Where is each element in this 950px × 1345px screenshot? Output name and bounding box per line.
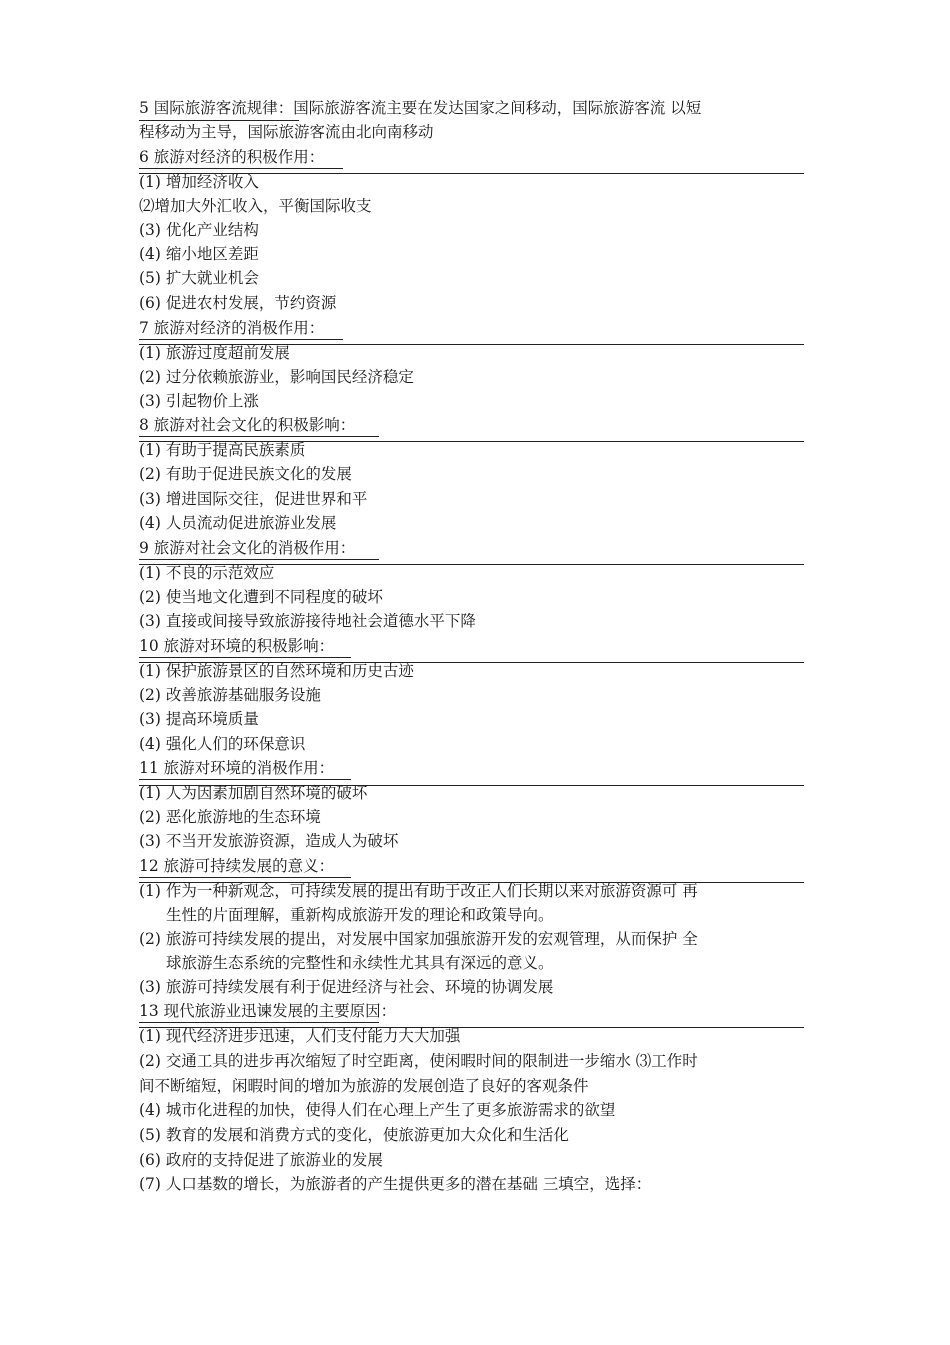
heading-8: 8 旅游对社会文化的积极影响： — [139, 416, 356, 434]
list-item: (1) 作为一种新观念，可持续发展的提出有助于改正人们长期以来对旅游资源可 再 — [139, 882, 698, 900]
heading-6-underline — [139, 168, 343, 169]
list-item: (1) 有助于提高民族素质 — [139, 441, 306, 459]
heading-13-underline — [139, 1022, 379, 1023]
list-item: (2) 交通工具的进步再次缩短了时空距离，使闲暇时间的限制进一步缩水 ⑶工作时 — [139, 1052, 698, 1070]
text-line-5-rule-cont: 程移动为主导，国际旅游客流由北向南移动 — [139, 123, 434, 141]
list-item: (4) 人员流动促进旅游业发展 — [139, 514, 337, 532]
list-item: (6) 促进农村发展，节约资源 — [139, 294, 337, 312]
list-item: (5) 扩大就业机会 — [139, 269, 259, 287]
list-item-cont: 间不断缩短，闲暇时间的增加为旅游的发展创造了良好的客观条件 — [139, 1077, 589, 1095]
text-line-5-rule: 5 国际旅游客流规律：国际旅游客流主要在发达国家之间移动，国际旅游客流 以短 — [139, 99, 702, 117]
list-item: (3) 增进国际交往，促进世界和平 — [139, 490, 368, 508]
list-item: (1) 增加经济收入 — [139, 173, 259, 191]
list-item: (2) 有助于促进民族文化的发展 — [139, 465, 352, 483]
heading-9-underline — [139, 559, 379, 560]
list-item: (2) 改善旅游基础服务设施 — [139, 686, 321, 704]
list-item: (3) 不当开发旅游资源，造成人为破坏 — [139, 832, 399, 850]
list-item: (3) 引起物价上涨 — [139, 392, 259, 410]
heading-12-underline — [139, 877, 351, 878]
heading-11-underline — [139, 779, 351, 780]
list-item: (1) 保护旅游景区的自然环境和历史古迹 — [139, 662, 414, 680]
list-item: (1) 旅游过度超前发展 — [139, 344, 290, 362]
list-item: (4) 强化人们的环保意识 — [139, 735, 306, 753]
list-item-cont: 生性的片面理解，重新构成旅游开发的理论和政策导向。 — [166, 906, 554, 924]
list-item: (7) 人口基数的增长，为旅游者的产生提供更多的潜在基础 三填空，选择： — [139, 1175, 652, 1193]
heading-10: 10 旅游对环境的积极影响： — [139, 637, 335, 655]
heading-13: 13 现代旅游业迅谏发展的主要原因： — [139, 1002, 397, 1020]
list-item: (3) 旅游可持续发展有利于促进经济与社会、环境的协调发展 — [139, 978, 554, 996]
heading-8-underline — [139, 436, 379, 437]
heading-6: 6 旅游对经济的积极作用： — [139, 148, 325, 166]
list-item: (2) 恶化旅游地的生态环境 — [139, 808, 321, 826]
list-item: (4) 缩小地区差距 — [139, 245, 259, 263]
list-item: (3) 直接或间接导致旅游接待地社会道德水平下降 — [139, 612, 476, 630]
heading-7-underline — [139, 339, 343, 340]
list-item: (3) 优化产业结构 — [139, 221, 259, 239]
list-item: (2) 旅游可持续发展的提出，对发展中国家加强旅游开发的宏观管理，从而保护 全 — [139, 930, 698, 948]
heading-9: 9 旅游对社会文化的消极作用： — [139, 539, 356, 557]
list-item: (1) 现代经济进步迅速，人们支付能力大大加强 — [139, 1027, 461, 1045]
list-item: (3) 提高环境质量 — [139, 710, 259, 728]
list-item: (4) 城市化进程的加快，使得人们在心理上产生了更多旅游需求的欲望 — [139, 1101, 616, 1119]
heading-10-underline — [139, 657, 351, 658]
list-item-cont: 球旅游生态系统的完整性和永续性尤其具有深远的意义。 — [166, 954, 554, 972]
list-item: (5) 教育的发展和消费方式的变化，使旅游更加大众化和生活化 — [139, 1126, 569, 1144]
heading-7: 7 旅游对经济的消极作用： — [139, 319, 325, 337]
list-item: (1) 人为因素加剧自然环境的破坏 — [139, 784, 368, 802]
heading-11: 11 旅游对环境的消极作用： — [139, 759, 335, 777]
heading-12: 12 旅游可持续发展的意义： — [139, 857, 335, 875]
list-item: (1) 不良的示范效应 — [139, 564, 275, 582]
list-item: (6) 政府的支持促进了旅游业的发展 — [139, 1151, 383, 1169]
list-item: ⑵增加大外汇收入，平衡国际收支 — [139, 197, 372, 215]
list-item: (2) 过分依赖旅游业，影响国民经济稳定 — [139, 368, 414, 386]
list-item: (2) 使当地文化遭到不同程度的破坏 — [139, 588, 383, 606]
